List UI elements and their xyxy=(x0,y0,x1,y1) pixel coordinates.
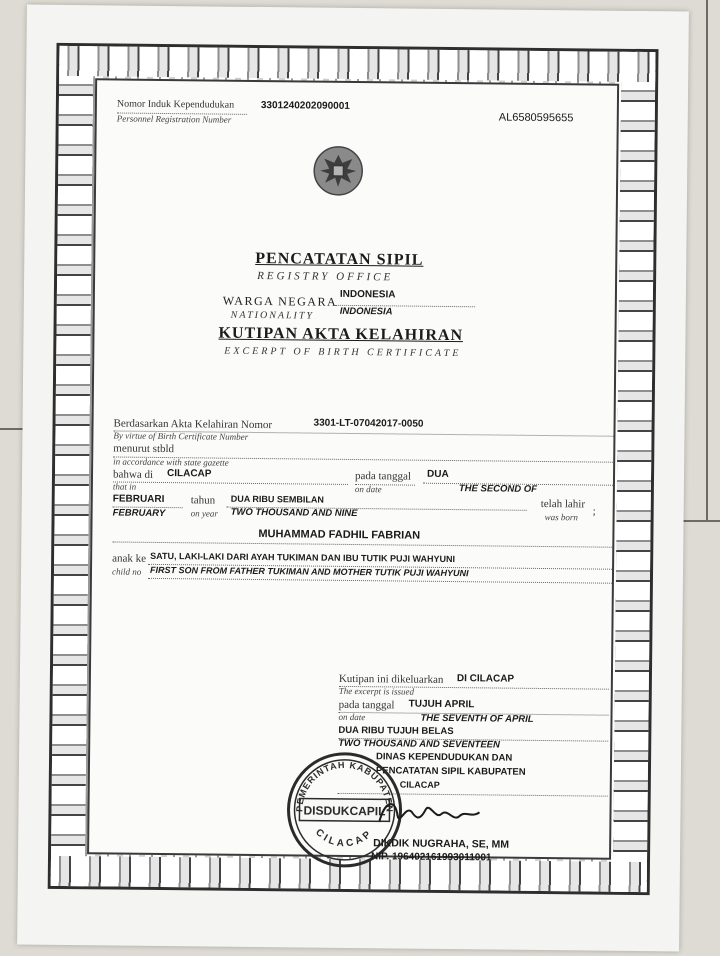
issue-date-value: TUJUH APRIL xyxy=(408,698,475,711)
nik-label-en: Personnel Registration Number xyxy=(116,113,232,125)
ornamental-border xyxy=(48,43,659,895)
cert-number-value: 3301-LT-07042017-0050 xyxy=(313,417,424,430)
dotted-rule xyxy=(112,541,612,547)
nationality-value: INDONESIA xyxy=(339,288,396,301)
nationality-label-en: NATIONALITY xyxy=(230,309,315,322)
official-nip: NIP. 196402161993011001 xyxy=(370,851,492,864)
year-value-en: TWO THOUSAND AND NINE xyxy=(230,506,358,520)
month-value-en: FEBRUARY xyxy=(112,507,166,520)
issued-value: DI CILACAP xyxy=(456,673,515,685)
registry-office-title-en: REGISTRY OFFICE xyxy=(257,269,394,284)
issue-date-value-en: THE SEVENTH OF APRIL xyxy=(420,712,534,725)
svg-text:CILACAP xyxy=(313,827,375,850)
issue-year-value-en: TWO THOUSAND AND SEVENTEEN xyxy=(338,737,500,751)
certificate-content xyxy=(87,78,619,864)
stbld-label: menurut stbld xyxy=(113,442,175,456)
border-band-right xyxy=(613,52,656,892)
child-order-value: SATU, LAKI-LAKI DARI AYAH TUKIMAN DAN IBU TUTIK PUJI WAHYUNI xyxy=(150,550,456,565)
excerpt-title: KUTIPAN AKTA KELAHIRAN xyxy=(218,324,464,345)
cert-number-label: Berdasarkan Akta Kelahiran Nomor xyxy=(113,417,273,432)
issuing-office-line2: PENCATATAN SIPIL KABUPATEN xyxy=(375,765,526,778)
colon-mark: ; xyxy=(592,505,596,518)
nationality-label: WARGA NEGARA xyxy=(222,293,338,309)
issue-date-label: pada tanggal xyxy=(338,698,395,712)
dotted-rule xyxy=(113,481,348,484)
nationality-value-en: INDONESIA xyxy=(339,305,393,318)
dotted-rule xyxy=(148,578,612,584)
month-value: FEBRUARI xyxy=(112,493,165,506)
issued-label: Kutipan ini dikeluarkan xyxy=(338,672,444,686)
floor-tile-seam xyxy=(706,0,708,520)
issue-date-label-en: on date xyxy=(338,711,366,723)
born-label-en: was born xyxy=(544,512,578,523)
stamp-center-text: DISDUKCAPIL xyxy=(303,803,386,819)
place-value: CILACAP xyxy=(166,468,212,480)
issued-label-en: The excerpt is issued xyxy=(338,685,415,697)
excerpt-title-en: EXCERPT OF BIRTH CERTIFICATE xyxy=(224,345,462,360)
child-name: MUHAMMAD FADHIL FABRIAN xyxy=(258,528,421,542)
official-name: DIKDIK NUGRAHA, SE, MM xyxy=(373,837,510,851)
place-label: bahwa di xyxy=(112,468,154,481)
year-value: DUA RIBU SEMBILAN xyxy=(230,493,324,505)
year-label-en: on year xyxy=(190,508,218,519)
registry-office-title: PENCATATAN SIPIL xyxy=(255,249,424,269)
date-value: DUA xyxy=(426,468,449,481)
born-label: telah lahir xyxy=(540,497,586,511)
signature-scribble xyxy=(375,791,485,832)
garuda-emblem-icon xyxy=(312,145,365,198)
cert-number-label-en: By virtue of Birth Certificate Number xyxy=(113,430,249,442)
child-label: anak ke xyxy=(112,552,147,565)
issuing-office-line1: DINAS KEPENDUDUKAN DAN xyxy=(376,751,513,764)
date-label-en: on date xyxy=(354,484,382,495)
child-label-en: child no xyxy=(111,566,142,577)
year-label: tahun xyxy=(190,494,216,507)
stamp-top-text: PEMERINTAH KABUPATEN xyxy=(294,759,395,813)
date-label: pada tanggal xyxy=(354,470,411,483)
place-label-en: that in xyxy=(112,481,137,492)
stamp-bottom-text: CILACAP xyxy=(313,826,376,850)
date-value-en: THE SECOND OF xyxy=(458,483,538,495)
birth-certificate-paper xyxy=(17,5,689,952)
nik-value: 3301240202090001 xyxy=(260,100,350,112)
floor-tile-seam xyxy=(680,520,720,522)
nik-label: Nomor Induk Kependudukan xyxy=(116,98,235,111)
stbld-label-en: in accordance with state gazette xyxy=(113,456,229,468)
child-order-value-en: FIRST SON FROM FATHER TUKIMAN AND MOTHER TUTIK PUJI WAHYUNI xyxy=(149,564,469,579)
serial-number: AL6580595655 xyxy=(498,111,574,125)
border-band-top xyxy=(59,46,655,82)
issue-year-value: DUA RIBU TUJUH BELAS xyxy=(338,724,454,738)
issuing-office-line3: CILACAP xyxy=(399,779,440,790)
